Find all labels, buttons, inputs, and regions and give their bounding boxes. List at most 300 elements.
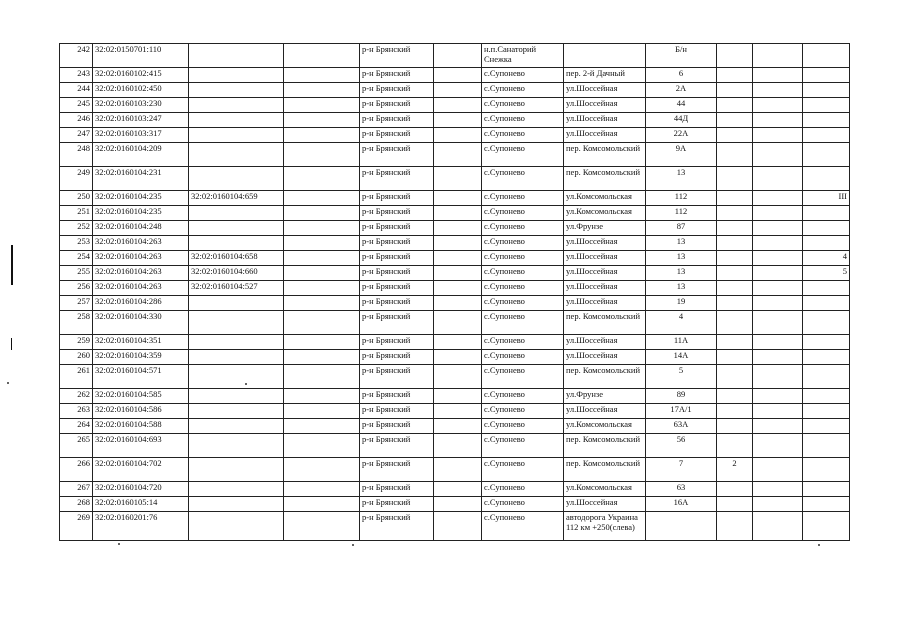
street-cell: ул.Комсомольская (564, 206, 646, 221)
street-cell: ул.Шоссейная (564, 128, 646, 143)
house-number-cell: 87 (646, 221, 717, 236)
extra-column-2-cell (753, 236, 803, 251)
row-number-cell: 244 (60, 83, 93, 98)
extra-column-2-cell (753, 128, 803, 143)
extra-column-3-cell (803, 221, 850, 236)
cadastral-number-cell: 32:02:0160104:588 (93, 419, 189, 434)
street-cell: пер. Комсомольский (564, 167, 646, 191)
district-cell: р-н Брянский (360, 335, 434, 350)
empty-cell-cell (284, 389, 360, 404)
row-number-cell: 256 (60, 281, 93, 296)
extra-column-1-cell (717, 236, 753, 251)
table-row (60, 512, 850, 541)
street-cell: ул.Фрунзе (564, 389, 646, 404)
district-cell: р-н Брянский (360, 458, 434, 482)
row-number-cell: 243 (60, 68, 93, 83)
related-cadastral-number-cell (189, 458, 284, 482)
related-cadastral-number-cell: 32:02:0160104:659 (189, 191, 284, 206)
extra-column-2-cell (753, 458, 803, 482)
extra-column-3-cell (803, 311, 850, 335)
empty-cell-cell (434, 497, 482, 512)
house-number-cell (646, 512, 717, 541)
district-cell: р-н Брянский (360, 266, 434, 281)
settlement-cell: с.Супонево (482, 251, 564, 266)
extra-column-2-cell (753, 83, 803, 98)
row-number-cell: 251 (60, 206, 93, 221)
settlement-cell: с.Супонево (482, 236, 564, 251)
empty-cell-cell (284, 311, 360, 335)
row-number-cell: 267 (60, 482, 93, 497)
house-number-cell: 44Д (646, 113, 717, 128)
extra-column-1-cell (717, 113, 753, 128)
extra-column-2-cell (753, 482, 803, 497)
district-cell: р-н Брянский (360, 98, 434, 113)
house-number-cell: 9А (646, 143, 717, 167)
row-number-cell: 269 (60, 512, 93, 541)
street-cell: пер. Комсомольский (564, 143, 646, 167)
empty-cell-cell (434, 113, 482, 128)
house-number-cell: 19 (646, 296, 717, 311)
row-number-cell: 264 (60, 419, 93, 434)
street-cell: ул.Шоссейная (564, 281, 646, 296)
district-cell: р-н Брянский (360, 236, 434, 251)
extra-column-3-cell (803, 419, 850, 434)
table-row (60, 143, 850, 167)
empty-cell-cell (284, 44, 360, 68)
empty-cell-cell (434, 419, 482, 434)
scan-margin-mark (11, 245, 13, 285)
extra-column-1-cell (717, 251, 753, 266)
extra-column-3-cell: 4 (803, 251, 850, 266)
street-cell: ул.Шоссейная (564, 497, 646, 512)
row-number-cell: 249 (60, 167, 93, 191)
related-cadastral-number-cell (189, 236, 284, 251)
table-row (60, 434, 850, 458)
related-cadastral-number-cell (189, 296, 284, 311)
empty-cell-cell (284, 266, 360, 281)
extra-column-2-cell (753, 335, 803, 350)
extra-column-2-cell (753, 311, 803, 335)
street-cell: пер. Комсомольский (564, 311, 646, 335)
street-cell: автодорога Украина 112 км +250(слева) (564, 512, 646, 541)
empty-cell-cell (434, 281, 482, 296)
extra-column-2-cell (753, 281, 803, 296)
row-number-cell: 253 (60, 236, 93, 251)
street-cell: ул.Комсомольская (564, 191, 646, 206)
extra-column-3-cell (803, 482, 850, 497)
table-row (60, 458, 850, 482)
district-cell: р-н Брянский (360, 512, 434, 541)
extra-column-3-cell (803, 296, 850, 311)
cadastral-number-cell: 32:02:0150701:110 (93, 44, 189, 68)
house-number-cell: 13 (646, 236, 717, 251)
house-number-cell: 89 (646, 389, 717, 404)
cadastral-number-cell: 32:02:0160104:702 (93, 458, 189, 482)
table-row (60, 68, 850, 83)
cadastral-number-cell: 32:02:0160104:263 (93, 266, 189, 281)
empty-cell-cell (434, 143, 482, 167)
row-number-cell: 258 (60, 311, 93, 335)
table-row (60, 419, 850, 434)
extra-column-2-cell (753, 350, 803, 365)
house-number-cell: 4 (646, 311, 717, 335)
related-cadastral-number-cell (189, 419, 284, 434)
table-row (60, 167, 850, 191)
related-cadastral-number-cell (189, 389, 284, 404)
table-row (60, 482, 850, 497)
empty-cell-cell (284, 434, 360, 458)
settlement-cell: с.Супонево (482, 512, 564, 541)
extra-column-1-cell: 2 (717, 458, 753, 482)
house-number-cell: 13 (646, 167, 717, 191)
row-number-cell: 254 (60, 251, 93, 266)
extra-column-1-cell (717, 191, 753, 206)
house-number-cell: 112 (646, 191, 717, 206)
extra-column-2-cell (753, 365, 803, 389)
table-row (60, 221, 850, 236)
extra-column-1-cell (717, 365, 753, 389)
table-row (60, 191, 850, 206)
extra-column-1-cell (717, 335, 753, 350)
street-cell: ул.Шоссейная (564, 236, 646, 251)
empty-cell-cell (284, 68, 360, 83)
settlement-cell: с.Супонево (482, 191, 564, 206)
extra-column-1-cell (717, 266, 753, 281)
table-row (60, 266, 850, 281)
cadastral-number-cell: 32:02:0160104:586 (93, 404, 189, 419)
cadastral-number-cell: 32:02:0160104:248 (93, 221, 189, 236)
related-cadastral-number-cell (189, 143, 284, 167)
table-row (60, 206, 850, 221)
table-row (60, 98, 850, 113)
land-plots-table (59, 43, 850, 541)
settlement-cell: с.Супонево (482, 434, 564, 458)
extra-column-1-cell (717, 206, 753, 221)
empty-cell-cell (434, 389, 482, 404)
empty-cell-cell (434, 365, 482, 389)
extra-column-2-cell (753, 251, 803, 266)
related-cadastral-number-cell (189, 311, 284, 335)
house-number-cell: Б/н (646, 44, 717, 68)
settlement-cell: с.Супонево (482, 497, 564, 512)
extra-column-3-cell (803, 206, 850, 221)
table-row (60, 389, 850, 404)
house-number-cell: 11А (646, 335, 717, 350)
empty-cell-cell (284, 143, 360, 167)
cadastral-number-cell: 32:02:0160104:585 (93, 389, 189, 404)
cadastral-number-cell: 32:02:0160104:571 (93, 365, 189, 389)
settlement-cell: с.Супонево (482, 419, 564, 434)
row-number-cell: 245 (60, 98, 93, 113)
extra-column-3-cell (803, 167, 850, 191)
street-cell: ул.Шоссейная (564, 404, 646, 419)
empty-cell-cell (434, 482, 482, 497)
row-number-cell: 266 (60, 458, 93, 482)
settlement-cell: с.Супонево (482, 83, 564, 98)
cadastral-number-cell: 32:02:0160103:247 (93, 113, 189, 128)
row-number-cell: 263 (60, 404, 93, 419)
table-row (60, 128, 850, 143)
empty-cell-cell (434, 434, 482, 458)
settlement-cell: с.Супонево (482, 266, 564, 281)
district-cell: р-н Брянский (360, 83, 434, 98)
district-cell: р-н Брянский (360, 296, 434, 311)
district-cell: р-н Брянский (360, 68, 434, 83)
extra-column-3-cell: III (803, 191, 850, 206)
related-cadastral-number-cell (189, 434, 284, 458)
row-number-cell: 268 (60, 497, 93, 512)
house-number-cell: 7 (646, 458, 717, 482)
extra-column-2-cell (753, 44, 803, 68)
empty-cell-cell (434, 206, 482, 221)
related-cadastral-number-cell: 32:02:0160104:658 (189, 251, 284, 266)
settlement-cell: с.Супонево (482, 404, 564, 419)
related-cadastral-number-cell (189, 206, 284, 221)
extra-column-2-cell (753, 266, 803, 281)
empty-cell-cell (434, 350, 482, 365)
extra-column-1-cell (717, 512, 753, 541)
street-cell: пер. 2-й Дачный (564, 68, 646, 83)
extra-column-2-cell (753, 206, 803, 221)
extra-column-3-cell (803, 389, 850, 404)
related-cadastral-number-cell (189, 167, 284, 191)
street-cell: ул.Шоссейная (564, 266, 646, 281)
street-cell: ул.Шоссейная (564, 251, 646, 266)
district-cell: р-н Брянский (360, 281, 434, 296)
settlement-cell: с.Супонево (482, 311, 564, 335)
house-number-cell: 17А/1 (646, 404, 717, 419)
district-cell: р-н Брянский (360, 365, 434, 389)
cadastral-number-cell: 32:02:0160104:351 (93, 335, 189, 350)
street-cell: ул.Шоссейная (564, 296, 646, 311)
table-row (60, 350, 850, 365)
settlement-cell: с.Супонево (482, 143, 564, 167)
extra-column-1-cell (717, 44, 753, 68)
district-cell: р-н Брянский (360, 44, 434, 68)
extra-column-3-cell (803, 458, 850, 482)
empty-cell-cell (284, 419, 360, 434)
related-cadastral-number-cell (189, 497, 284, 512)
settlement-cell: с.Супонево (482, 68, 564, 83)
street-cell (564, 44, 646, 68)
scan-speck (352, 544, 354, 546)
extra-column-2-cell (753, 404, 803, 419)
extra-column-1-cell (717, 68, 753, 83)
table-row (60, 365, 850, 389)
extra-column-3-cell (803, 512, 850, 541)
empty-cell-cell (284, 206, 360, 221)
street-cell: ул.Комсомольская (564, 482, 646, 497)
extra-column-2-cell (753, 419, 803, 434)
empty-cell-cell (284, 167, 360, 191)
related-cadastral-number-cell (189, 350, 284, 365)
table-body (60, 44, 850, 541)
house-number-cell: 6 (646, 68, 717, 83)
row-number-cell: 248 (60, 143, 93, 167)
empty-cell-cell (434, 296, 482, 311)
table-row (60, 281, 850, 296)
settlement-cell: с.Супонево (482, 281, 564, 296)
extra-column-2-cell (753, 191, 803, 206)
empty-cell-cell (284, 191, 360, 206)
empty-cell-cell (284, 482, 360, 497)
extra-column-3-cell (803, 365, 850, 389)
cadastral-number-cell: 32:02:0160102:415 (93, 68, 189, 83)
house-number-cell: 13 (646, 266, 717, 281)
row-number-cell: 262 (60, 389, 93, 404)
district-cell: р-н Брянский (360, 143, 434, 167)
extra-column-2-cell (753, 512, 803, 541)
row-number-cell: 246 (60, 113, 93, 128)
cadastral-number-cell: 32:02:0160104:263 (93, 281, 189, 296)
district-cell: р-н Брянский (360, 497, 434, 512)
street-cell: пер. Комсомольский (564, 365, 646, 389)
empty-cell-cell (284, 98, 360, 113)
empty-cell-cell (434, 404, 482, 419)
empty-cell-cell (434, 83, 482, 98)
extra-column-1-cell (717, 98, 753, 113)
cadastral-number-cell: 32:02:0160105:14 (93, 497, 189, 512)
cadastral-number-cell: 32:02:0160103:317 (93, 128, 189, 143)
row-number-cell: 247 (60, 128, 93, 143)
extra-column-1-cell (717, 350, 753, 365)
extra-column-1-cell (717, 311, 753, 335)
related-cadastral-number-cell (189, 512, 284, 541)
street-cell: пер. Комсомольский (564, 458, 646, 482)
extra-column-3-cell (803, 350, 850, 365)
related-cadastral-number-cell (189, 482, 284, 497)
cadastral-number-cell: 32:02:0160104:720 (93, 482, 189, 497)
table-row (60, 497, 850, 512)
district-cell: р-н Брянский (360, 419, 434, 434)
empty-cell-cell (284, 281, 360, 296)
district-cell: р-н Брянский (360, 404, 434, 419)
extra-column-3-cell (803, 83, 850, 98)
house-number-cell: 22А (646, 128, 717, 143)
house-number-cell: 2А (646, 83, 717, 98)
row-number-cell: 252 (60, 221, 93, 236)
extra-column-3-cell: 5 (803, 266, 850, 281)
settlement-cell: с.Супонево (482, 482, 564, 497)
settlement-cell: с.Супонево (482, 335, 564, 350)
extra-column-3-cell (803, 497, 850, 512)
cadastral-number-cell: 32:02:0160201:76 (93, 512, 189, 541)
settlement-cell: с.Супонево (482, 113, 564, 128)
empty-cell-cell (284, 512, 360, 541)
district-cell: р-н Брянский (360, 128, 434, 143)
street-cell: ул.Шоссейная (564, 83, 646, 98)
empty-cell-cell (434, 512, 482, 541)
empty-cell-cell (434, 68, 482, 83)
extra-column-1-cell (717, 167, 753, 191)
empty-cell-cell (284, 221, 360, 236)
extra-column-3-cell (803, 335, 850, 350)
district-cell: р-н Брянский (360, 389, 434, 404)
house-number-cell: 14А (646, 350, 717, 365)
extra-column-2-cell (753, 497, 803, 512)
extra-column-1-cell (717, 281, 753, 296)
empty-cell-cell (434, 128, 482, 143)
house-number-cell: 5 (646, 365, 717, 389)
empty-cell-cell (434, 251, 482, 266)
empty-cell-cell (284, 497, 360, 512)
cadastral-number-cell: 32:02:0160104:330 (93, 311, 189, 335)
related-cadastral-number-cell (189, 98, 284, 113)
related-cadastral-number-cell (189, 365, 284, 389)
extra-column-1-cell (717, 482, 753, 497)
row-number-cell: 255 (60, 266, 93, 281)
empty-cell-cell (434, 458, 482, 482)
district-cell: р-н Брянский (360, 113, 434, 128)
empty-cell-cell (284, 365, 360, 389)
extra-column-2-cell (753, 296, 803, 311)
extra-column-3-cell (803, 113, 850, 128)
scan-margin-mark (11, 338, 12, 350)
table-row (60, 236, 850, 251)
empty-cell-cell (284, 296, 360, 311)
cadastral-number-cell: 32:02:0160104:263 (93, 236, 189, 251)
extra-column-2-cell (753, 68, 803, 83)
row-number-cell: 259 (60, 335, 93, 350)
extra-column-1-cell (717, 128, 753, 143)
district-cell: р-н Брянский (360, 251, 434, 266)
street-cell: ул.Комсомольская (564, 419, 646, 434)
street-cell: ул.Шоссейная (564, 113, 646, 128)
row-number-cell: 242 (60, 44, 93, 68)
table-row (60, 44, 850, 68)
settlement-cell: с.Супонево (482, 350, 564, 365)
related-cadastral-number-cell (189, 68, 284, 83)
related-cadastral-number-cell (189, 335, 284, 350)
extra-column-2-cell (753, 221, 803, 236)
street-cell: ул.Шоссейная (564, 350, 646, 365)
street-cell: ул.Шоссейная (564, 335, 646, 350)
extra-column-1-cell (717, 389, 753, 404)
row-number-cell: 261 (60, 365, 93, 389)
extra-column-1-cell (717, 296, 753, 311)
house-number-cell: 44 (646, 98, 717, 113)
extra-column-1-cell (717, 419, 753, 434)
settlement-cell: с.Супонево (482, 167, 564, 191)
extra-column-3-cell (803, 434, 850, 458)
extra-column-3-cell (803, 143, 850, 167)
settlement-cell: с.Супонево (482, 221, 564, 236)
street-cell: пер. Комсомольский (564, 434, 646, 458)
table-row (60, 113, 850, 128)
district-cell: р-н Брянский (360, 311, 434, 335)
house-number-cell: 16А (646, 497, 717, 512)
extra-column-2-cell (753, 167, 803, 191)
extra-column-3-cell (803, 44, 850, 68)
cadastral-number-cell: 32:02:0160102:450 (93, 83, 189, 98)
cadastral-number-cell: 32:02:0160104:286 (93, 296, 189, 311)
row-number-cell: 265 (60, 434, 93, 458)
extra-column-1-cell (717, 83, 753, 98)
district-cell: р-н Брянский (360, 221, 434, 236)
house-number-cell: 13 (646, 251, 717, 266)
extra-column-1-cell (717, 404, 753, 419)
cadastral-number-cell: 32:02:0160104:235 (93, 206, 189, 221)
extra-column-2-cell (753, 113, 803, 128)
settlement-cell: с.Супонево (482, 296, 564, 311)
district-cell: р-н Брянский (360, 191, 434, 206)
row-number-cell: 260 (60, 350, 93, 365)
extra-column-2-cell (753, 143, 803, 167)
settlement-cell: с.Супонево (482, 389, 564, 404)
empty-cell-cell (434, 98, 482, 113)
house-number-cell: 63А (646, 419, 717, 434)
related-cadastral-number-cell (189, 128, 284, 143)
